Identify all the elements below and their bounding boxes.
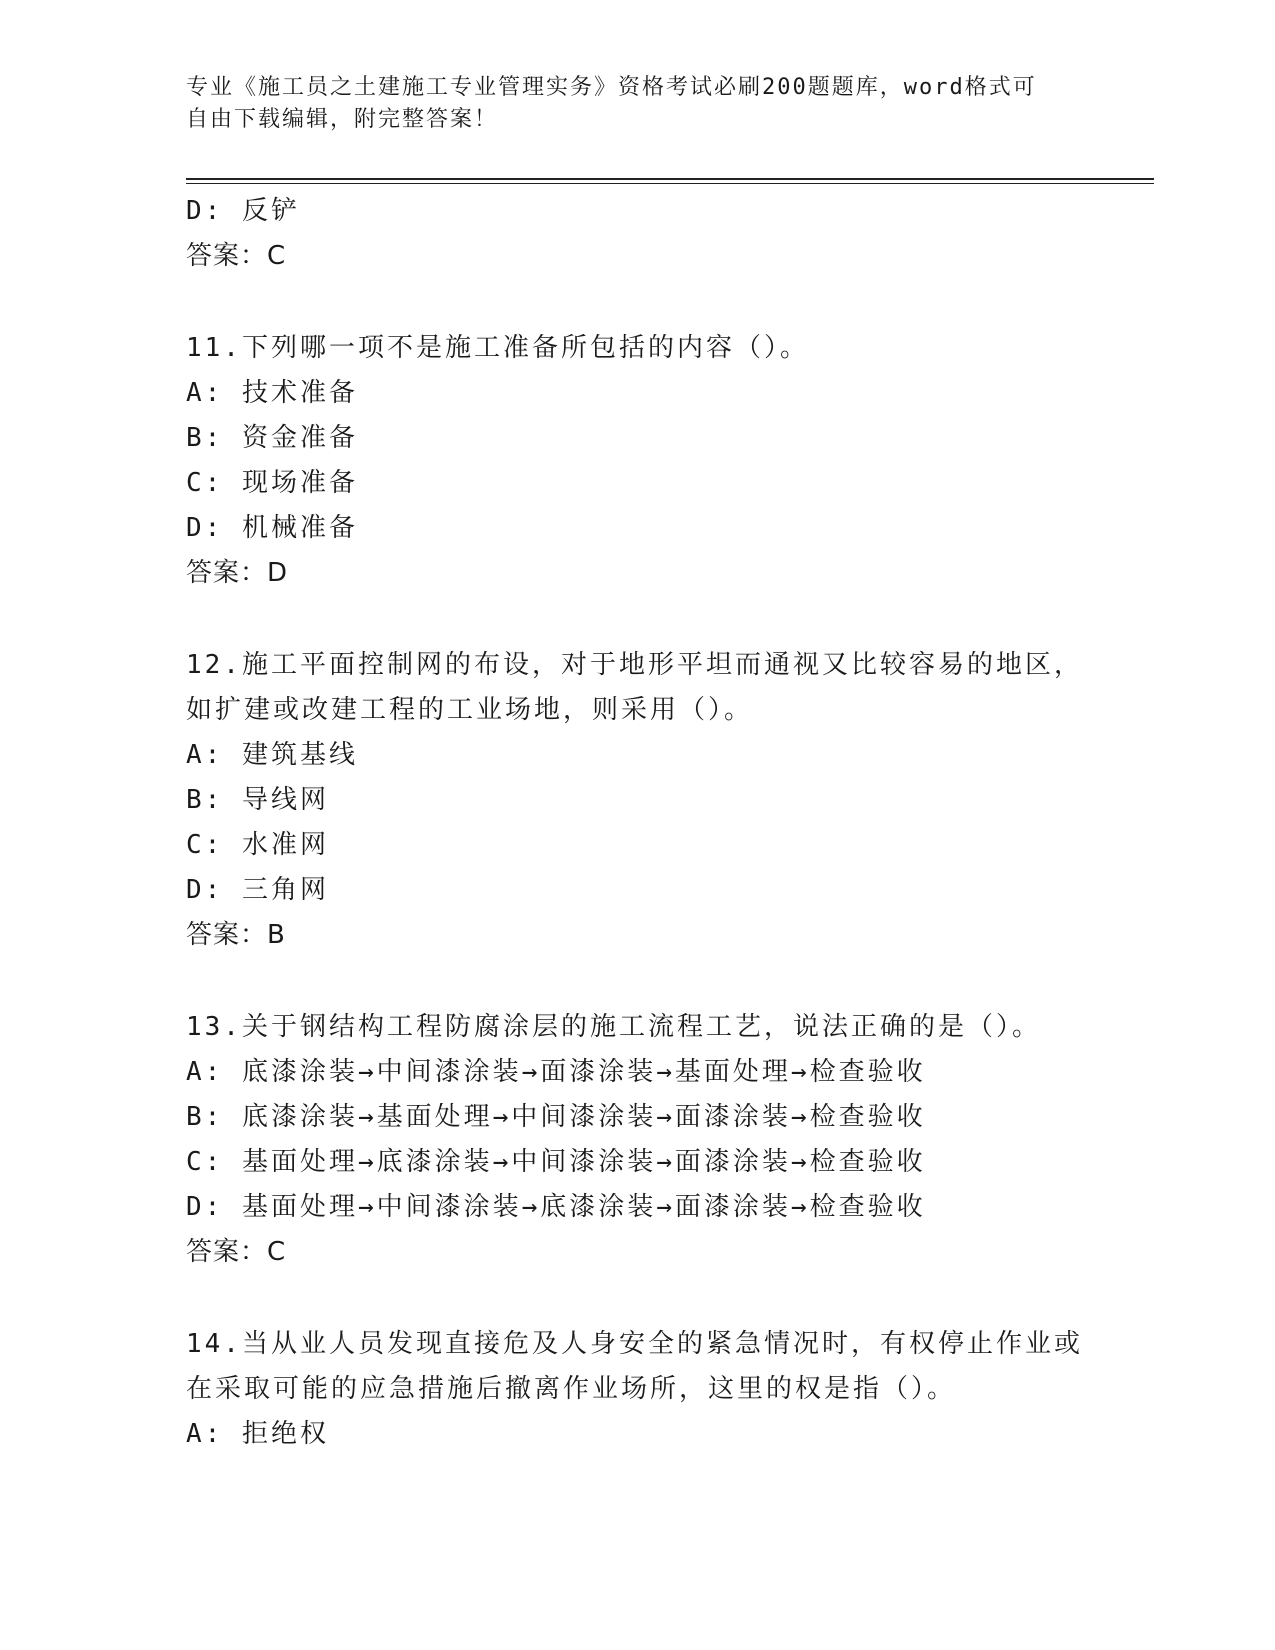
option-d: D: 反铲 <box>186 196 300 226</box>
answer: 答案：D <box>186 558 289 588</box>
option-c: C: 基面处理→底漆涂装→中间漆涂装→面漆涂装→检查验收 <box>186 1147 926 1177</box>
question-11 <box>186 326 1146 596</box>
question-stem: 11.下列哪一项不是施工准备所包括的内容（）。 <box>186 333 809 363</box>
option-c: C: 现场准备 <box>186 468 358 498</box>
option-d: D: 机械准备 <box>186 513 358 543</box>
question-stem-line-1: 14.当从业人员发现直接危及人身安全的紧急情况时，有权停止作业或 <box>186 1329 1083 1359</box>
question-stem-line-2: 如扩建或改建工程的工业场地，则采用（）。 <box>186 695 754 725</box>
option-b: B: 底漆涂装→基面处理→中间漆涂装→面漆涂装→检查验收 <box>186 1102 926 1132</box>
answer: 答案：C <box>186 1237 287 1267</box>
question-12 <box>186 643 1146 958</box>
question-stem-line-2: 在采取可能的应急措施后撤离作业场所，这里的权是指（）。 <box>186 1374 957 1404</box>
header-line-2: 自由下载编辑，附完整答案！ <box>186 107 499 132</box>
option-d: D: 基面处理→中间漆涂装→底漆涂装→面漆涂装→检查验收 <box>186 1192 926 1222</box>
answer: 答案：B <box>186 920 286 950</box>
question-13 <box>186 1005 1146 1275</box>
question-14 <box>186 1322 1146 1457</box>
option-a: A: 拒绝权 <box>186 1419 329 1449</box>
header-line-1: 专业《施工员之土建施工专业管理实务》资格考试必刷200题题库，word格式可 <box>186 75 1037 100</box>
option-c: C: 水准网 <box>186 830 329 860</box>
option-a: A: 技术准备 <box>186 378 358 408</box>
option-a: A: 底漆涂装→中间漆涂装→面漆涂装→基面处理→检查验收 <box>186 1057 926 1087</box>
option-d: D: 三角网 <box>186 875 329 905</box>
header-rule-thin <box>186 183 1154 184</box>
header-rule-thick <box>186 178 1154 180</box>
option-a: A: 建筑基线 <box>186 740 358 770</box>
question-stem: 13.关于钢结构工程防腐涂层的施工流程工艺，说法正确的是（）。 <box>186 1012 1041 1042</box>
option-b: B: 资金准备 <box>186 423 358 453</box>
question-content <box>186 189 1146 1457</box>
question-stem-line-1: 12.施工平面控制网的布设，对于地形平坦而通视又比较容易的地区， <box>186 650 1083 680</box>
option-b: B: 导线网 <box>186 785 329 815</box>
answer: 答案：C <box>186 241 287 271</box>
document-header <box>186 72 1086 136</box>
